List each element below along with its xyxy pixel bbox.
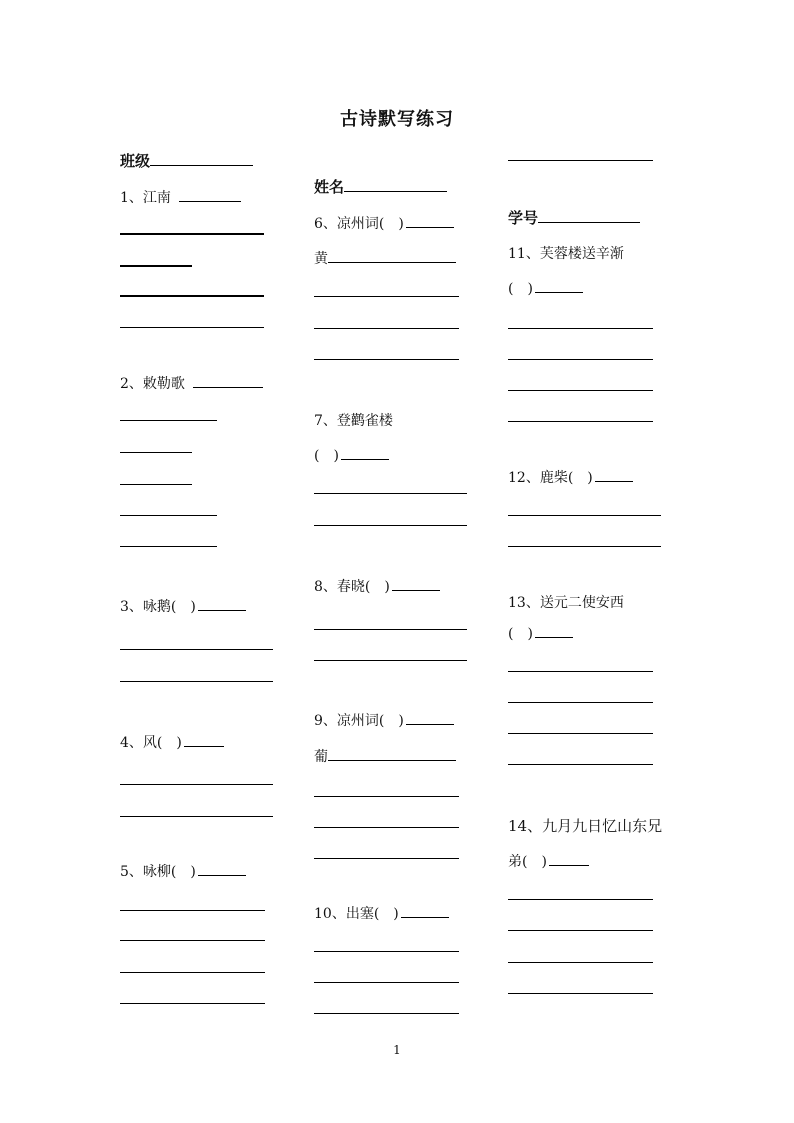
question-14-cont-label: 弟( ) bbox=[508, 854, 547, 870]
student-id-blank[interactable] bbox=[538, 208, 640, 223]
name-field bbox=[314, 176, 447, 197]
question-12 bbox=[508, 467, 633, 487]
answer-line[interactable] bbox=[508, 671, 653, 672]
question-14-label: 14、九月九日忆山东兄 bbox=[508, 817, 663, 835]
question-13-blank[interactable] bbox=[535, 623, 573, 638]
answer-line[interactable] bbox=[314, 359, 459, 360]
question-7-paren: ( ) bbox=[314, 448, 339, 464]
answer-line[interactable] bbox=[508, 764, 653, 765]
answer-line[interactable] bbox=[314, 660, 467, 661]
question-8-label: 8、春晓( ) bbox=[314, 579, 390, 595]
answer-line[interactable] bbox=[120, 327, 264, 328]
answer-line[interactable] bbox=[314, 296, 459, 297]
answer-line[interactable] bbox=[508, 421, 653, 422]
question-7-author bbox=[314, 445, 389, 465]
question-8-blank[interactable] bbox=[392, 576, 440, 591]
answer-line[interactable] bbox=[120, 1003, 265, 1004]
question-3 bbox=[120, 596, 246, 616]
answer-line[interactable] bbox=[508, 546, 661, 547]
question-2-blank[interactable] bbox=[193, 373, 263, 388]
answer-line[interactable] bbox=[314, 796, 459, 797]
answer-line[interactable] bbox=[120, 233, 264, 235]
answer-line[interactable] bbox=[508, 702, 653, 703]
question-9-start-char: 葡 bbox=[314, 749, 328, 765]
question-10-blank[interactable] bbox=[401, 903, 449, 918]
answer-line[interactable] bbox=[120, 972, 265, 973]
answer-line[interactable] bbox=[314, 858, 459, 859]
question-9 bbox=[314, 710, 454, 730]
question-9-blank[interactable] bbox=[406, 710, 454, 725]
answer-line[interactable] bbox=[120, 784, 273, 785]
answer-line[interactable] bbox=[508, 359, 653, 360]
answer-line[interactable] bbox=[314, 982, 459, 983]
page-title: 古诗默写练习 bbox=[340, 109, 454, 130]
question-10 bbox=[314, 903, 449, 923]
answer-line[interactable] bbox=[314, 1013, 459, 1014]
answer-line[interactable] bbox=[120, 420, 217, 421]
question-12-label: 12、鹿柴( ) bbox=[508, 470, 593, 486]
student-id-field bbox=[508, 207, 640, 228]
question-5-blank[interactable] bbox=[198, 861, 246, 876]
answer-line[interactable] bbox=[120, 265, 192, 267]
class-blank[interactable] bbox=[150, 151, 253, 166]
question-8 bbox=[314, 576, 440, 596]
answer-line[interactable] bbox=[508, 930, 653, 931]
question-7 bbox=[314, 410, 393, 430]
question-10-label: 10、出塞( ) bbox=[314, 906, 399, 922]
question-3-blank[interactable] bbox=[198, 596, 246, 611]
answer-line[interactable] bbox=[508, 962, 653, 963]
answer-line[interactable] bbox=[314, 328, 459, 329]
answer-line[interactable] bbox=[508, 515, 661, 516]
answer-line[interactable] bbox=[120, 484, 192, 485]
answer-line[interactable] bbox=[120, 940, 265, 941]
question-5 bbox=[120, 861, 246, 881]
question-14 bbox=[508, 815, 662, 836]
answer-line[interactable] bbox=[508, 390, 653, 391]
answer-line[interactable] bbox=[120, 816, 273, 817]
question-6-label: 6、凉州词( ) bbox=[314, 216, 404, 232]
class-field bbox=[120, 150, 253, 171]
question-14-blank[interactable] bbox=[549, 851, 589, 866]
name-label: 姓名 bbox=[314, 178, 345, 196]
answer-line[interactable] bbox=[508, 328, 653, 329]
question-7-blank[interactable] bbox=[341, 445, 389, 460]
name-blank[interactable] bbox=[344, 177, 447, 192]
class-label: 班级 bbox=[120, 152, 151, 170]
question-7-label: 7、登鹳雀楼 bbox=[314, 413, 393, 429]
question-9-first-blank[interactable] bbox=[328, 746, 456, 761]
question-4-blank[interactable] bbox=[184, 732, 224, 747]
answer-line[interactable] bbox=[314, 827, 459, 828]
student-id-label: 学号 bbox=[508, 209, 539, 227]
answer-line[interactable] bbox=[314, 629, 467, 630]
question-1-blank[interactable] bbox=[179, 187, 241, 202]
question-1 bbox=[120, 187, 241, 207]
answer-line[interactable] bbox=[120, 681, 273, 682]
answer-line[interactable] bbox=[120, 649, 273, 650]
question-13 bbox=[508, 592, 624, 612]
answer-line[interactable] bbox=[508, 733, 653, 734]
question-3-label: 3、咏鹅( ) bbox=[120, 599, 196, 615]
question-11-author bbox=[508, 278, 583, 298]
question-9-label: 9、凉州词( ) bbox=[314, 713, 404, 729]
answer-line[interactable] bbox=[120, 546, 217, 547]
question-12-blank[interactable] bbox=[595, 467, 633, 482]
page-number: 1 bbox=[393, 1043, 401, 1057]
question-6-blank[interactable] bbox=[406, 213, 454, 228]
question-11 bbox=[508, 243, 624, 263]
answer-line[interactable] bbox=[314, 951, 459, 952]
question-6-first-blank[interactable] bbox=[328, 248, 456, 263]
question-4 bbox=[120, 732, 224, 752]
question-11-blank[interactable] bbox=[535, 278, 583, 293]
answer-line[interactable] bbox=[120, 295, 264, 297]
question-11-label: 11、芙蓉楼送辛渐 bbox=[508, 246, 624, 262]
question-6 bbox=[314, 213, 454, 233]
question-11-paren: ( ) bbox=[508, 281, 533, 297]
answer-line[interactable] bbox=[508, 993, 653, 994]
answer-line[interactable] bbox=[120, 910, 265, 911]
question-9-first-line bbox=[314, 746, 456, 766]
question-1-label: 1、江南 bbox=[120, 190, 171, 206]
answer-line[interactable] bbox=[120, 515, 217, 516]
answer-line[interactable] bbox=[508, 160, 653, 161]
question-4-label: 4、风( ) bbox=[120, 735, 182, 751]
question-6-first-line bbox=[314, 248, 456, 268]
question-14-cont bbox=[508, 851, 589, 871]
question-2 bbox=[120, 373, 263, 393]
answer-line[interactable] bbox=[314, 493, 467, 494]
question-13-label: 13、送元二使安西 bbox=[508, 595, 624, 611]
question-13-author bbox=[508, 623, 573, 643]
answer-line[interactable] bbox=[508, 899, 653, 900]
question-2-label: 2、敕勒歌 bbox=[120, 376, 185, 392]
answer-line[interactable] bbox=[314, 525, 467, 526]
question-6-start-char: 黄 bbox=[314, 251, 328, 267]
question-5-label: 5、咏柳( ) bbox=[120, 864, 196, 880]
answer-line[interactable] bbox=[120, 452, 192, 453]
question-13-paren: ( ) bbox=[508, 626, 533, 642]
